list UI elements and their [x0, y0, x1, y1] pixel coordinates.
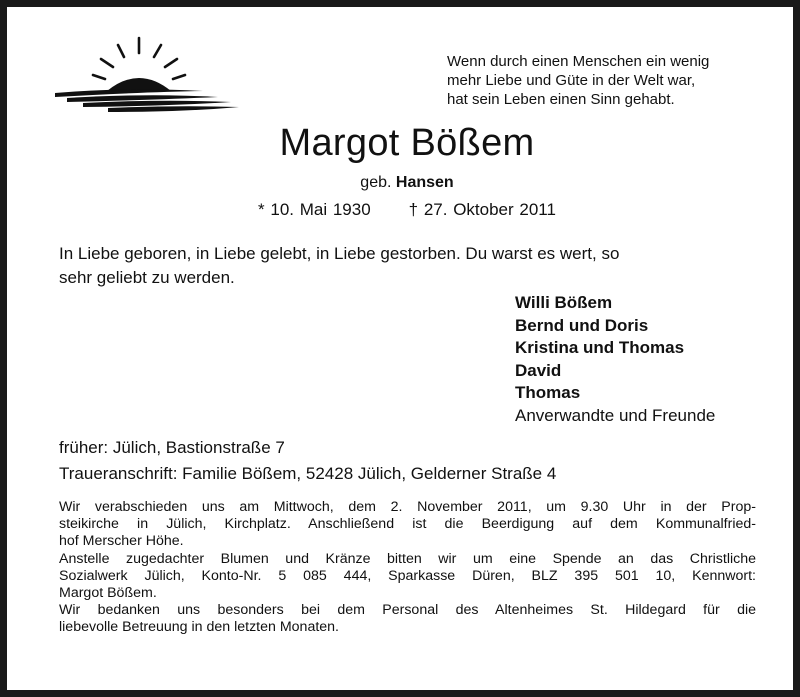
funeral-notice-line: steikirche in Jülich, Kirchplatz. Anschließend ist die Beerdigung auf dem Kommunalfried- — [59, 516, 756, 533]
notice-block — [59, 499, 756, 637]
thanks-notice-line: Wir bedanken uns besonders bei dem Personal des Altenheimes St. Hildegard für die — [59, 602, 756, 619]
former-address: früher: Jülich, Bastionstraße 7 — [59, 438, 285, 457]
deceased-name: Margot Bößem — [279, 122, 535, 164]
maiden-prefix: geb. — [360, 174, 392, 191]
memorial-verse — [59, 242, 759, 290]
mourner-name: Willi Bößem — [515, 293, 613, 312]
mourner-name: David — [515, 360, 562, 380]
mourners-list — [515, 292, 775, 427]
funeral-notice-line: hof Merscher Höhe. — [59, 533, 184, 550]
motto-line: mehr Liebe und Güte in der Welt war, — [447, 72, 696, 89]
address-block — [59, 435, 759, 487]
life-dates — [7, 199, 800, 221]
donation-notice-line: Anstelle zugedachter Blumen und Kränze bitten wir um eine Spende an das Christliche — [59, 550, 756, 567]
maiden-name-line — [7, 173, 800, 193]
mourners-closing: Anverwandte und Freunde — [515, 405, 716, 425]
donation-notice-line: Margot Bößem. — [59, 585, 157, 602]
maiden-name: Hansen — [395, 174, 454, 191]
motto-line: hat sein Leben einen Sinn gehabt. — [447, 91, 675, 108]
motto-line: Wenn durch einen Menschen ein wenig — [447, 53, 710, 70]
funeral-notice-line: Wir verabschieden uns am Mittwoch, dem 2. November 2011, um 9.30 Uhr in der Prop- — [59, 499, 756, 515]
mourner-name: Bernd und Doris — [515, 315, 649, 335]
mourner-name: Thomas — [515, 383, 581, 402]
death-date: † 27. Oktober 2011 — [408, 200, 556, 219]
motto-quote — [447, 52, 747, 109]
mourner-name: Kristina und Thomas — [515, 338, 685, 357]
verse-line: In Liebe geboren, in Liebe gelebt, in Liebe gestorben. Du warst es wert, so — [59, 244, 620, 263]
verse-line: sehr geliebt zu werden. — [59, 268, 235, 287]
donation-notice-line: Sozialwerk Jülich, Konto-Nr. 5 085 444, Sparkasse Düren, BLZ 395 501 10, Kennwort: — [59, 567, 756, 584]
thanks-notice-line: liebevolle Betreuung in den letzten Monaten. — [59, 619, 340, 636]
mourning-address: Traueranschrift: Familie Bößem, 52428 Jülich, Gelderner Straße 4 — [59, 464, 557, 483]
birth-date: * 10. Mai 1930 — [258, 200, 371, 219]
